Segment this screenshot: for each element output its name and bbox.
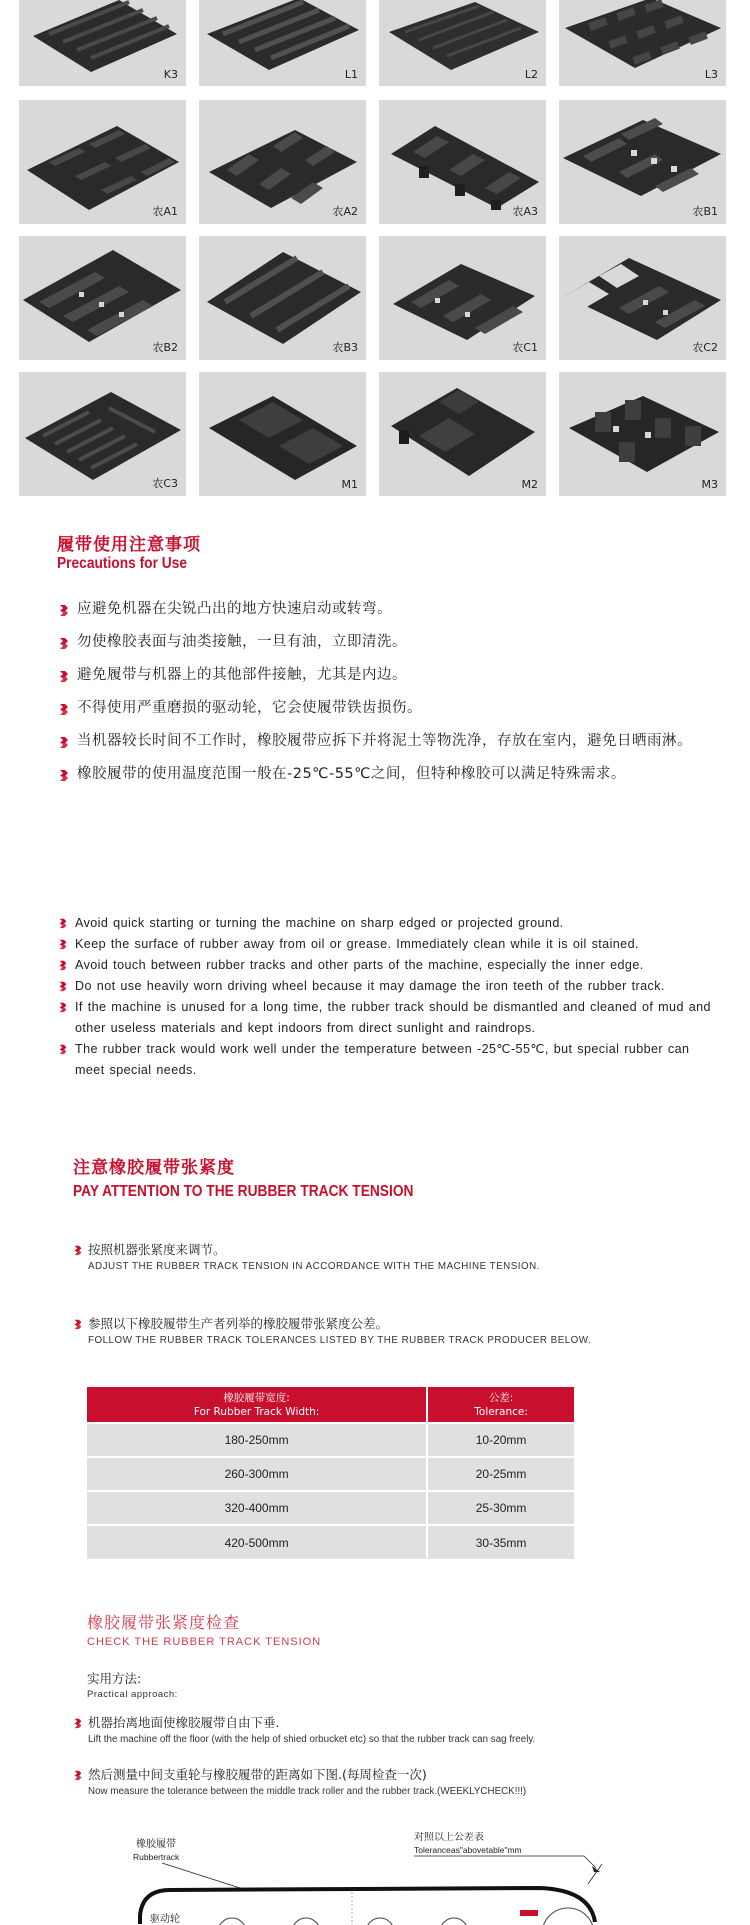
product-code: M1 (341, 478, 358, 491)
tension-item-1: 按照机器张紧度来调节。 ADJUST THE RUBBER TRACK TENSION IN ACCORDANCE WITH THE MACHINE TENSION. (72, 1241, 712, 1275)
product-tile[interactable] (559, 236, 726, 360)
product-code: L1 (344, 68, 358, 81)
list-item: If the machine is unused for a long time, the rubber track should be dismantled and cleaned of mud and other useless materials and kept indoors from direct sunlight and raindrops. (57, 997, 717, 1039)
check-title-en: CHECK THE RUBBER TRACK TENSION (87, 1636, 322, 1648)
bullet-icon (57, 669, 71, 683)
precautions-title-cn: 履带使用注意事项 (57, 535, 201, 555)
bullet-icon (57, 959, 69, 971)
reference-label-cn: 对照以上公差表 (414, 1832, 484, 1843)
product-tile[interactable] (379, 100, 546, 224)
track-pointer-line (162, 1863, 240, 1888)
product-tile[interactable] (199, 0, 366, 86)
product-code: K3 (163, 68, 178, 81)
check-step-1: 机器抬离地面使橡胶履带自由下垂. Lift the machine off the floor (with the help of shied orbucket etc) so that the rubber track can sag freely. (72, 1714, 712, 1748)
list-item: The rubber track would work well under the temperature between -25℃-55℃, but special rubber can meet special needs. (57, 1039, 717, 1081)
product-tile[interactable] (19, 372, 186, 496)
bullet-icon (72, 1717, 84, 1729)
track-label-cn: 橡胶履带 (136, 1839, 176, 1850)
list-item: 应避免机器在尖锐凸出的地方快速启动或转弯。 (57, 593, 717, 626)
product-code: M3 (701, 478, 718, 491)
product-tile[interactable] (559, 100, 726, 224)
table-row: 260-300mm 20-25mm (87, 1457, 574, 1491)
product-code: L2 (524, 68, 538, 81)
table-row: 320-400mm 25-30mm (87, 1491, 574, 1525)
tension-item-2: 参照以下橡胶履带生产者列举的橡胶履带张紧度公差。 FOLLOW THE RUBBER TRACK TOLERANCES LISTED BY THE RUBBER TRACK PRODUCER BELOW. (72, 1315, 712, 1349)
list-item: Avoid touch between rubber tracks and other parts of the machine, especially the inner edge. (57, 955, 717, 976)
product-code: 农C2 (692, 341, 718, 354)
product-tile[interactable] (379, 236, 546, 360)
table-row: 420-500mm 30-35mm (87, 1525, 574, 1559)
bullet-icon (57, 735, 71, 749)
check-title-cn: 橡胶履带张紧度检查 (87, 1613, 241, 1632)
bullet-icon (57, 917, 69, 929)
tension-title-cn: 注意橡胶履带张紧度 (73, 1158, 235, 1178)
list-item: 避免履带与机器上的其他部件接触，尤其是内边。 (57, 659, 717, 692)
list-item: 橡胶履带的使用温度范围一般在-25℃-55℃之间，但特种橡胶可以满足特殊需求。 (57, 758, 717, 791)
reference-label-en: Toleranceas"abovetable"mm (414, 1845, 522, 1855)
product-tile[interactable] (559, 372, 726, 496)
product-code: L3 (704, 68, 718, 81)
bullet-icon (72, 1244, 84, 1256)
track-label-en: Rubbertrack (133, 1852, 180, 1862)
tolerance-table (87, 1387, 574, 1559)
track-image (559, 0, 726, 86)
approach-label: 实用方法: Practical approach: (87, 1671, 178, 1700)
list-item: Do not use heavily worn driving wheel because it may damage the iron teeth of the rubber track. (57, 976, 717, 997)
tension-diagram (90, 1832, 610, 1925)
product-tile[interactable] (199, 236, 366, 360)
product-tile[interactable] (19, 0, 186, 86)
bullet-icon (57, 636, 71, 650)
rubber-track-outline (140, 1888, 595, 1924)
width-column-header: 橡胶履带宽度: For Rubber Track Width: (87, 1387, 427, 1423)
bullet-icon (57, 702, 71, 716)
bullet-icon (72, 1318, 84, 1330)
list-item: 不得使用严重磨损的驱动轮，它会使履带铁齿损伤。 (57, 692, 717, 725)
product-tile[interactable] (379, 0, 546, 86)
product-code: 农B3 (332, 341, 358, 354)
track-image (379, 0, 546, 86)
product-code: 农A1 (152, 205, 178, 218)
product-code: M2 (521, 478, 538, 491)
roller-icon (218, 1918, 246, 1925)
product-tile[interactable] (19, 100, 186, 224)
bullet-icon (57, 980, 69, 992)
tension-marker (520, 1910, 538, 1916)
list-item: 勿使橡胶表面与油类接触，一旦有油，立即清洗。 (57, 626, 717, 659)
product-code: 农A2 (332, 205, 358, 218)
drive-wheel-label: 驱动轮 (150, 1914, 180, 1925)
precautions-list-cn (57, 593, 717, 791)
table-header-row (87, 1387, 574, 1423)
tolerance-column-header: 公差: Tolerance: (427, 1387, 574, 1423)
bullet-icon (57, 603, 71, 617)
track-image (19, 0, 186, 86)
list-item: 当机器较长时间不工作时，橡胶履带应拆下并将泥土等物洗净，存放在室内，避免日晒雨淋。 (57, 725, 717, 758)
bullet-icon (57, 1043, 69, 1055)
roller-icon (440, 1918, 468, 1925)
bullet-icon (72, 1769, 84, 1781)
reference-pointer-line (584, 1856, 596, 1868)
bullet-icon (57, 938, 69, 950)
precautions-list-en (57, 913, 717, 1081)
product-tile[interactable] (559, 0, 726, 86)
check-step-2: 然后测量中间支重轮与橡胶履带的距离如下图.(每周检查一次) Now measure the tolerance between the middle track roller and the rubber track.(WEEKLYCHECK!!!) (72, 1766, 712, 1800)
track-image (199, 0, 366, 86)
bullet-icon (57, 768, 71, 782)
product-tile[interactable] (199, 372, 366, 496)
product-code: 农B2 (152, 341, 178, 354)
product-code: 农A3 (512, 205, 538, 218)
precautions-title-en: Precautions for Use (57, 555, 187, 572)
product-tile[interactable] (379, 372, 546, 496)
roller-icon (292, 1918, 320, 1925)
product-tile[interactable] (19, 236, 186, 360)
product-code: 农C3 (152, 477, 178, 490)
tension-title-en: PAY ATTENTION TO THE RUBBER TRACK TENSION (73, 1183, 414, 1200)
product-tile[interactable] (199, 100, 366, 224)
bullet-icon (57, 1001, 69, 1013)
list-item: Keep the surface of rubber away from oil or grease. Immediately clean while it is oil stained. (57, 934, 717, 955)
table-row: 180-250mm 10-20mm (87, 1423, 574, 1457)
product-code: 农C1 (512, 341, 538, 354)
idler-wheel-icon (542, 1908, 594, 1925)
product-code: 农B1 (692, 205, 718, 218)
roller-icon (366, 1918, 394, 1925)
list-item: Avoid quick starting or turning the machine on sharp edged or projected ground. (57, 913, 717, 934)
